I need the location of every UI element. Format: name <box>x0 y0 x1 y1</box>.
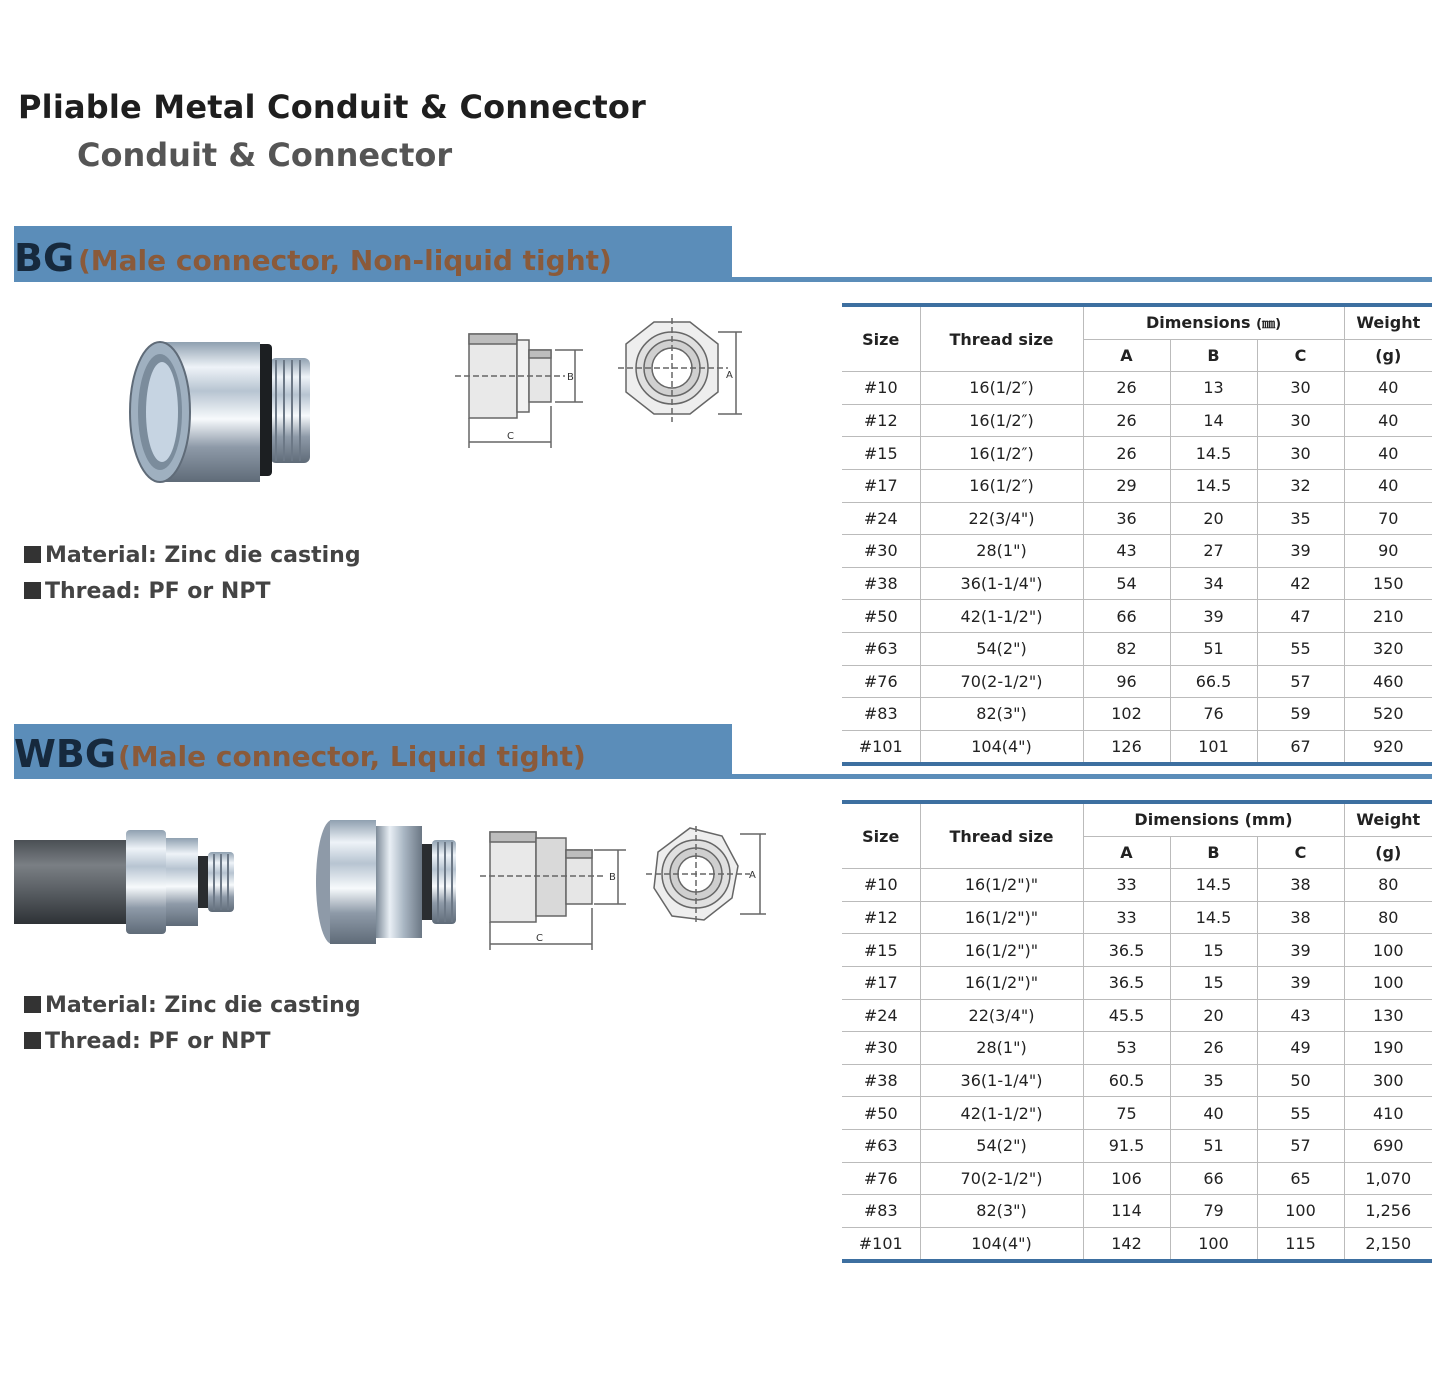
cell-b: 79 <box>1170 1195 1257 1228</box>
cell-thread: 54(2") <box>920 632 1083 665</box>
cell-weight: 2,150 <box>1344 1227 1432 1261</box>
wbg-label-b: B <box>609 872 616 883</box>
col-header-a: A <box>1083 836 1170 869</box>
cell-a: 36.5 <box>1083 934 1170 967</box>
cell-size: #50 <box>842 600 920 633</box>
cell-a: 75 <box>1083 1097 1170 1130</box>
cell-a: 36.5 <box>1083 966 1170 999</box>
cell-c: 115 <box>1257 1227 1344 1261</box>
cell-c: 67 <box>1257 730 1344 764</box>
cell-b: 76 <box>1170 698 1257 731</box>
col-header-weight-unit: (g) <box>1344 836 1432 869</box>
cell-weight: 40 <box>1344 437 1432 470</box>
cell-weight: 920 <box>1344 730 1432 764</box>
cell-a: 36 <box>1083 502 1170 535</box>
cell-thread: 16(1/2″) <box>920 469 1083 502</box>
cell-b: 15 <box>1170 966 1257 999</box>
table-row <box>842 502 1432 535</box>
cell-thread: 42(1-1/2") <box>920 600 1083 633</box>
bullet-square-icon <box>24 996 41 1013</box>
cell-weight: 90 <box>1344 535 1432 568</box>
cell-size: #12 <box>842 901 920 934</box>
cell-size: #10 <box>842 869 920 902</box>
cell-a: 82 <box>1083 632 1170 665</box>
table-row <box>842 730 1432 764</box>
cell-size: #76 <box>842 1162 920 1195</box>
cell-c: 38 <box>1257 869 1344 902</box>
cell-weight: 520 <box>1344 698 1432 731</box>
cell-thread: 16(1/2")" <box>920 934 1083 967</box>
cell-weight: 460 <box>1344 665 1432 698</box>
table-row <box>842 600 1432 633</box>
cell-b: 66 <box>1170 1162 1257 1195</box>
col-header-thread: Thread size <box>920 802 1083 869</box>
cell-weight: 70 <box>1344 502 1432 535</box>
cell-weight: 130 <box>1344 999 1432 1032</box>
table-row <box>842 632 1432 665</box>
col-header-weight: Weight <box>1344 305 1432 339</box>
cell-weight: 410 <box>1344 1097 1432 1130</box>
cell-a: 114 <box>1083 1195 1170 1228</box>
cell-c: 49 <box>1257 1032 1344 1065</box>
cell-a: 66 <box>1083 600 1170 633</box>
cell-size: #101 <box>842 730 920 764</box>
table-row <box>842 1227 1432 1261</box>
cell-weight: 40 <box>1344 469 1432 502</box>
bullet-square-icon <box>24 546 41 563</box>
col-header-c: C <box>1257 339 1344 372</box>
wbg-connector-photo <box>310 810 460 954</box>
cell-c: 57 <box>1257 665 1344 698</box>
bg-label-c: C <box>507 431 514 442</box>
cell-b: 13 <box>1170 372 1257 405</box>
cell-size: #12 <box>842 404 920 437</box>
cell-a: 45.5 <box>1083 999 1170 1032</box>
cell-a: 96 <box>1083 665 1170 698</box>
cell-thread: 16(1/2″) <box>920 437 1083 470</box>
table-row <box>842 1032 1432 1065</box>
cell-a: 26 <box>1083 404 1170 437</box>
cell-a: 126 <box>1083 730 1170 764</box>
cell-a: 33 <box>1083 869 1170 902</box>
cell-b: 51 <box>1170 1129 1257 1162</box>
cell-b: 20 <box>1170 999 1257 1032</box>
table-row <box>842 469 1432 502</box>
cell-size: #63 <box>842 1129 920 1162</box>
table-row <box>842 966 1432 999</box>
cell-c: 38 <box>1257 901 1344 934</box>
cell-size: #83 <box>842 1195 920 1228</box>
cell-c: 39 <box>1257 535 1344 568</box>
cell-c: 30 <box>1257 404 1344 437</box>
col-header-c: C <box>1257 836 1344 869</box>
cell-a: 29 <box>1083 469 1170 502</box>
cell-c: 50 <box>1257 1064 1344 1097</box>
table-row <box>842 934 1432 967</box>
wbg-spec-list <box>24 988 361 1060</box>
cell-b: 14.5 <box>1170 437 1257 470</box>
cell-thread: 70(2-1/2") <box>920 665 1083 698</box>
table-row <box>842 869 1432 902</box>
cell-weight: 80 <box>1344 869 1432 902</box>
cell-c: 100 <box>1257 1195 1344 1228</box>
cell-b: 14 <box>1170 404 1257 437</box>
table-row <box>842 901 1432 934</box>
cell-b: 20 <box>1170 502 1257 535</box>
cell-weight: 100 <box>1344 966 1432 999</box>
cell-size: #24 <box>842 502 920 535</box>
bg-connector-photo <box>120 330 330 500</box>
cell-a: 26 <box>1083 372 1170 405</box>
cell-thread: 82(3") <box>920 1195 1083 1228</box>
table-row <box>842 535 1432 568</box>
cell-size: #15 <box>842 934 920 967</box>
section-desc-wbg: (Male connector, Liquid tight) <box>118 740 586 773</box>
cell-b: 40 <box>1170 1097 1257 1130</box>
cell-b: 101 <box>1170 730 1257 764</box>
cell-thread: 36(1-1/4") <box>920 1064 1083 1097</box>
table-row <box>842 999 1432 1032</box>
cell-size: #10 <box>842 372 920 405</box>
cell-thread: 36(1-1/4") <box>920 567 1083 600</box>
wbg-side-drawing <box>480 826 630 952</box>
cell-c: 43 <box>1257 999 1344 1032</box>
col-header-a: A <box>1083 339 1170 372</box>
cell-thread: 22(3/4") <box>920 502 1083 535</box>
cell-thread: 104(4") <box>920 1227 1083 1261</box>
cell-c: 39 <box>1257 966 1344 999</box>
table-row <box>842 372 1432 405</box>
cell-weight: 1,070 <box>1344 1162 1432 1195</box>
cell-c: 59 <box>1257 698 1344 731</box>
cell-size: #17 <box>842 469 920 502</box>
cell-thread: 28(1") <box>920 1032 1083 1065</box>
cell-b: 51 <box>1170 632 1257 665</box>
table-row <box>842 404 1432 437</box>
wbg-label-a: A <box>749 870 756 881</box>
cell-size: #38 <box>842 1064 920 1097</box>
cell-size: #38 <box>842 567 920 600</box>
col-header-b: B <box>1170 836 1257 869</box>
cell-thread: 16(1/2")" <box>920 869 1083 902</box>
bg-spec-table <box>842 303 1432 766</box>
cell-a: 43 <box>1083 535 1170 568</box>
cell-weight: 1,256 <box>1344 1195 1432 1228</box>
col-header-weight-unit: (g) <box>1344 339 1432 372</box>
cell-size: #101 <box>842 1227 920 1261</box>
cell-thread: 104(4") <box>920 730 1083 764</box>
cell-b: 14.5 <box>1170 869 1257 902</box>
cell-a: 26 <box>1083 437 1170 470</box>
cell-c: 55 <box>1257 1097 1344 1130</box>
cell-thread: 54(2") <box>920 1129 1083 1162</box>
cell-a: 53 <box>1083 1032 1170 1065</box>
table-row <box>842 1162 1432 1195</box>
section-code-bg: BG <box>14 236 75 280</box>
cell-b: 66.5 <box>1170 665 1257 698</box>
bg-side-drawing <box>455 326 590 454</box>
cell-b: 34 <box>1170 567 1257 600</box>
cell-a: 102 <box>1083 698 1170 731</box>
cell-c: 32 <box>1257 469 1344 502</box>
cell-thread: 70(2-1/2") <box>920 1162 1083 1195</box>
cell-size: #83 <box>842 698 920 731</box>
bg-thread: Thread: PF or NPT <box>24 574 361 610</box>
page-subtitle: Conduit & Connector <box>77 136 453 174</box>
cell-b: 15 <box>1170 934 1257 967</box>
cell-weight: 690 <box>1344 1129 1432 1162</box>
col-header-thread: Thread size <box>920 305 1083 372</box>
table-row <box>842 1097 1432 1130</box>
cell-a: 60.5 <box>1083 1064 1170 1097</box>
cell-a: 106 <box>1083 1162 1170 1195</box>
cell-c: 30 <box>1257 372 1344 405</box>
cell-c: 30 <box>1257 437 1344 470</box>
bg-label-b: B <box>567 372 574 383</box>
col-header-dimensions: Dimensions (㎜) <box>1083 305 1344 339</box>
cell-a: 54 <box>1083 567 1170 600</box>
table-row <box>842 437 1432 470</box>
section-rule-wbg <box>14 774 1432 779</box>
cell-b: 39 <box>1170 600 1257 633</box>
col-header-b: B <box>1170 339 1257 372</box>
table-row <box>842 1064 1432 1097</box>
cell-thread: 22(3/4") <box>920 999 1083 1032</box>
table-row <box>842 698 1432 731</box>
cell-weight: 40 <box>1344 372 1432 405</box>
cell-size: #15 <box>842 437 920 470</box>
cell-weight: 40 <box>1344 404 1432 437</box>
wbg-hose-photo <box>14 824 244 940</box>
cell-b: 14.5 <box>1170 469 1257 502</box>
cell-size: #76 <box>842 665 920 698</box>
cell-c: 39 <box>1257 934 1344 967</box>
page-title: Pliable Metal Conduit & Connector <box>18 88 647 126</box>
cell-thread: 16(1/2″) <box>920 404 1083 437</box>
cell-a: 91.5 <box>1083 1129 1170 1162</box>
bg-spec-list <box>24 538 361 610</box>
cell-b: 100 <box>1170 1227 1257 1261</box>
bullet-square-icon <box>24 582 41 599</box>
cell-size: #63 <box>842 632 920 665</box>
cell-weight: 80 <box>1344 901 1432 934</box>
cell-b: 35 <box>1170 1064 1257 1097</box>
cell-b: 14.5 <box>1170 901 1257 934</box>
cell-size: #17 <box>842 966 920 999</box>
cell-weight: 190 <box>1344 1032 1432 1065</box>
cell-c: 42 <box>1257 567 1344 600</box>
col-header-weight: Weight <box>1344 802 1432 836</box>
section-desc-bg: (Male connector, Non-liquid tight) <box>78 244 612 277</box>
col-header-size: Size <box>842 305 920 372</box>
cell-weight: 100 <box>1344 934 1432 967</box>
cell-thread: 82(3") <box>920 698 1083 731</box>
table-row <box>842 1129 1432 1162</box>
cell-thread: 28(1") <box>920 535 1083 568</box>
cell-size: #30 <box>842 535 920 568</box>
cell-b: 26 <box>1170 1032 1257 1065</box>
col-header-dimensions: Dimensions (mm) <box>1083 802 1344 836</box>
cell-b: 27 <box>1170 535 1257 568</box>
col-header-size: Size <box>842 802 920 869</box>
cell-thread: 16(1/2")" <box>920 901 1083 934</box>
cell-size: #30 <box>842 1032 920 1065</box>
cell-size: #24 <box>842 999 920 1032</box>
cell-weight: 300 <box>1344 1064 1432 1097</box>
table-row <box>842 665 1432 698</box>
bullet-square-icon <box>24 1032 41 1049</box>
wbg-front-drawing <box>646 826 770 924</box>
wbg-thread: Thread: PF or NPT <box>24 1024 361 1060</box>
table-row <box>842 1195 1432 1228</box>
cell-size: #50 <box>842 1097 920 1130</box>
bg-material: Material: Zinc die casting <box>24 538 361 574</box>
wbg-spec-table <box>842 800 1432 1263</box>
cell-c: 57 <box>1257 1129 1344 1162</box>
section-code-wbg: WBG <box>14 732 117 776</box>
wbg-material: Material: Zinc die casting <box>24 988 361 1024</box>
cell-c: 35 <box>1257 502 1344 535</box>
cell-c: 47 <box>1257 600 1344 633</box>
cell-c: 55 <box>1257 632 1344 665</box>
cell-weight: 150 <box>1344 567 1432 600</box>
cell-a: 142 <box>1083 1227 1170 1261</box>
cell-thread: 16(1/2")" <box>920 966 1083 999</box>
cell-weight: 210 <box>1344 600 1432 633</box>
table-row <box>842 567 1432 600</box>
section-rule-bg <box>14 277 1432 282</box>
cell-thread: 42(1-1/2") <box>920 1097 1083 1130</box>
cell-thread: 16(1/2″) <box>920 372 1083 405</box>
bg-label-a: A <box>726 370 733 381</box>
cell-c: 65 <box>1257 1162 1344 1195</box>
cell-weight: 320 <box>1344 632 1432 665</box>
cell-a: 33 <box>1083 901 1170 934</box>
wbg-label-c: C <box>536 933 543 944</box>
bg-front-drawing <box>618 318 748 422</box>
